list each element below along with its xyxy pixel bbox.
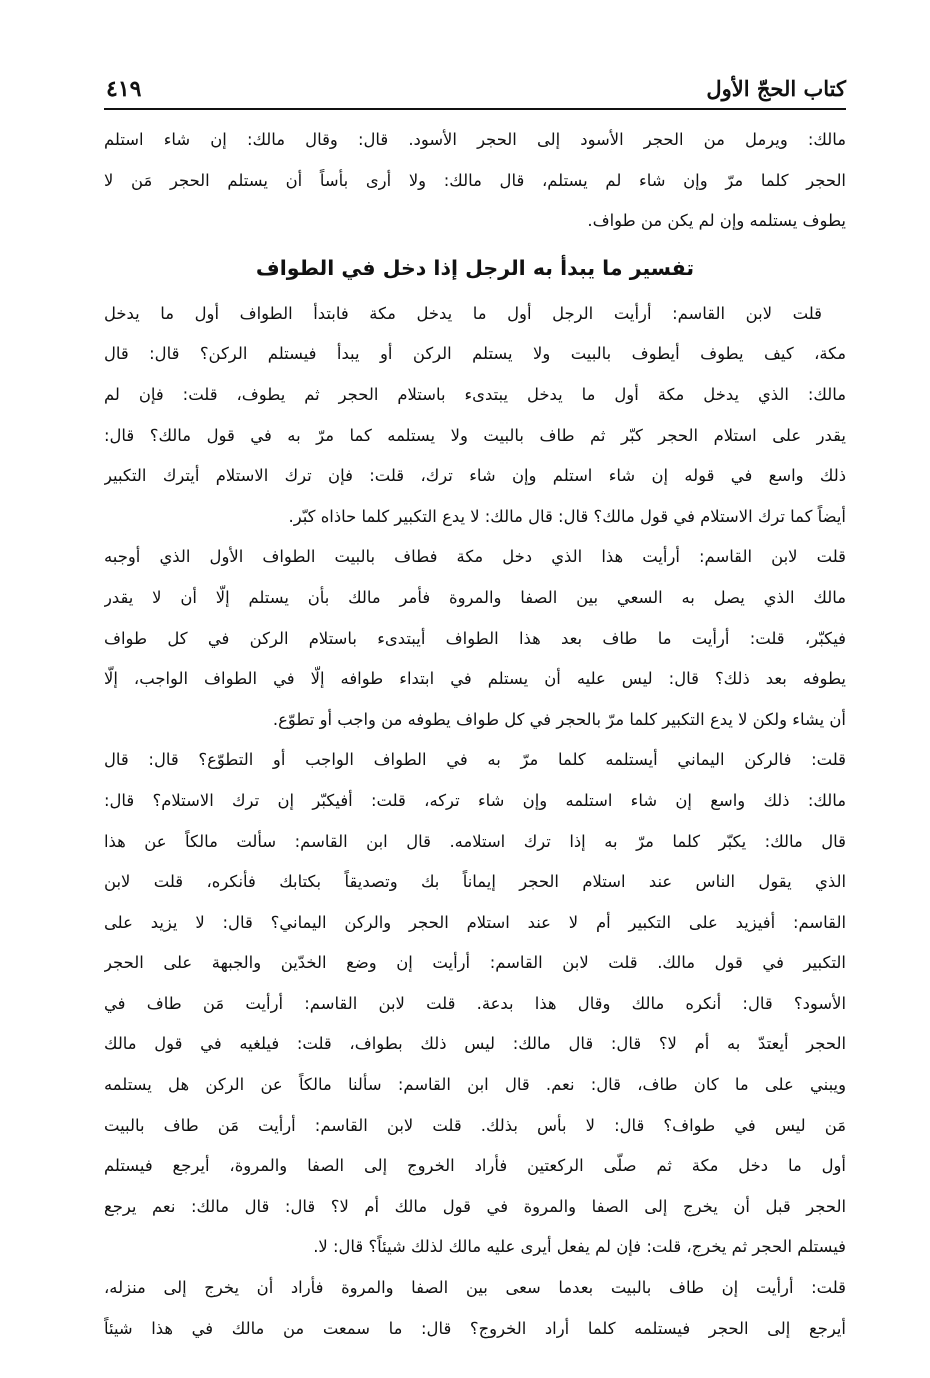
page-number: ٤١٩ xyxy=(106,76,142,102)
text-line: أيرجع إلى الحجر فيستلمه كلما أراد الخروج؟ قال: ما سمعت من مالك في هذا شيئاً xyxy=(104,1318,846,1338)
text-line: أيضاً كما ترك الاستلام في قول مالك؟ قال: قال مالك: لا يدع التكبير كلما حاذاه كبّر. xyxy=(288,506,846,526)
text-line: قلت: فالركن اليماني أيستلمه كلما مرّ به في الطواف الواجب أو التطوّع؟ قال: قال xyxy=(104,750,846,770)
text-line: التكبير في قول مالك. قلت لابن القاسم: أرأيت إن وضع الخدّين والجبهة على الحجر xyxy=(104,953,846,973)
text-line: ذلك واسع في قوله إن شاء استلم وإن شاء ترك، قلت: فإن ترك الاستلام أيترك التكبير xyxy=(104,466,846,486)
text-line: الذي يقول الناس عند استلام الحجر إيماناً بك وتصديقاً بكتابك فأنكره، قلت لابن xyxy=(104,872,846,892)
text-line: فيكبّر، قلت: أرأيت ما طاف بعد هذا الطواف أيبتدىء باستلام الركن في كل طواف xyxy=(104,628,846,648)
text-line: مالك: ويرمل من الحجر الأسود إلى الحجر الأسود. قال: وقال مالك: إن شاء استلم xyxy=(104,130,846,149)
text-line: يقدر على استلام الحجر كبّر ثم طاف بالبيت ولا يستلمه كما مرّ به في قول مالك؟ قال: xyxy=(104,425,846,445)
text-line: الحجر كلما مرّ وإن شاء لم يستلم، قال مالك: ولا أرى بأساً أن يستلم الحجر مَن لا xyxy=(104,170,846,190)
text-line: قال مالك: يكبّر كلما مرّ به إذا ترك استلامه. قال ابن القاسم: سألت مالكاً عن هذا xyxy=(104,831,846,851)
header-rule xyxy=(104,108,846,110)
text-line: يطوف يستلمه وإن لم يكن من طواف. xyxy=(587,211,846,231)
text-line: قلت لابن القاسم: أرأيت هذا الذي دخل مكة فطاف بالبيت الطواف الأول الذي أوجبه xyxy=(104,547,846,567)
text-line: ويبني على ما كان طاف، قال: نعم. قال ابن القاسم: سألنا مالكاً عن الركن هل يستلمه xyxy=(104,1075,846,1095)
running-header-title: كتاب الحجّ الأول xyxy=(706,76,846,101)
text-line: يطوفه بعد ذلك؟ قال: ليس عليه أن يستلم في ابتداء طوافه إلّا في الطواف الواجب، إلّا xyxy=(104,669,846,689)
text-line: الأسود؟ قال: أنكره مالك وقال هذا بدعة. قلت لابن القاسم: أرأيت مَن طاف في xyxy=(104,993,846,1013)
text-line: الحجر أيعتدّ به أم لا؟ قال: قال مالك: ليس ذلك بطواف، قلت: فيلغيه في قول مالك xyxy=(104,1034,846,1054)
text-line: قلت لابن القاسم: أرأيت الرجل أول ما يدخل مكة فابتدأ الطواف أول ما يدخل xyxy=(104,303,822,323)
text-line: القاسم: أفيزيد على التكبير أم لا عند استلام الحجر والركن اليماني؟ قال: لا يزيد على xyxy=(104,912,846,932)
text-line: قلت: أرأيت إن طاف بالبيت بعدما سعى بين الصفا والمروة فأراد أن يخرج إلى منزله، xyxy=(104,1278,846,1298)
text-line: مَن ليس في طواف؟ قال: لا بأس بذلك. قلت لابن القاسم: أرأيت مَن طاف بالبيت xyxy=(104,1115,846,1135)
text-line: فيستلم الحجر ثم يخرج، قلت: فإن لم يفعل أيرى عليه مالك لذلك شيئاً؟ قال: لا. xyxy=(313,1237,846,1257)
text-line: مالك: ذلك واسع إن شاء استلمه وإن شاء تركه، قلت: أفيكبّر إن ترك الاستلام؟ قال: xyxy=(104,790,846,810)
body-text xyxy=(104,120,846,1349)
text-line: أول ما دخل مكة ثم صلّى الركعتين فأراد الخروج إلى الصفا والمروة، أيرجع فيستلم xyxy=(104,1156,846,1176)
running-header xyxy=(104,70,846,106)
text-line: مالك الذي يصل به السعي بين الصفا والمروة فأمر مالك بأن يستلم إلّا أن لا يقدر xyxy=(104,587,846,607)
text-line: مالك: الذي يدخل مكة أول ما يدخل يبتدىء باستلام الحجر ثم يطوف، قلت: فإن لم xyxy=(104,384,846,404)
text-line: الحجر قبل أن يخرج إلى الصفا والمروة في قول مالك أم لا؟ قال: قال مالك: نعم يرجع xyxy=(104,1196,846,1216)
section-heading: تفسير ما يبدأ به الرجل إذا دخل في الطواف xyxy=(255,255,695,280)
text-line: مكة، كيف يطوف أيطوف بالبيت ولا يستلم الركن أو يبدأ فيستلم الركن؟ قال: قال xyxy=(104,344,846,364)
text-line: أن يشاء ولكن لا يدع التكبير كلما مرّ بالحجر في كل طواف يطوفه من واجب أو تطوّع. xyxy=(272,709,846,729)
book-page xyxy=(104,70,846,1370)
